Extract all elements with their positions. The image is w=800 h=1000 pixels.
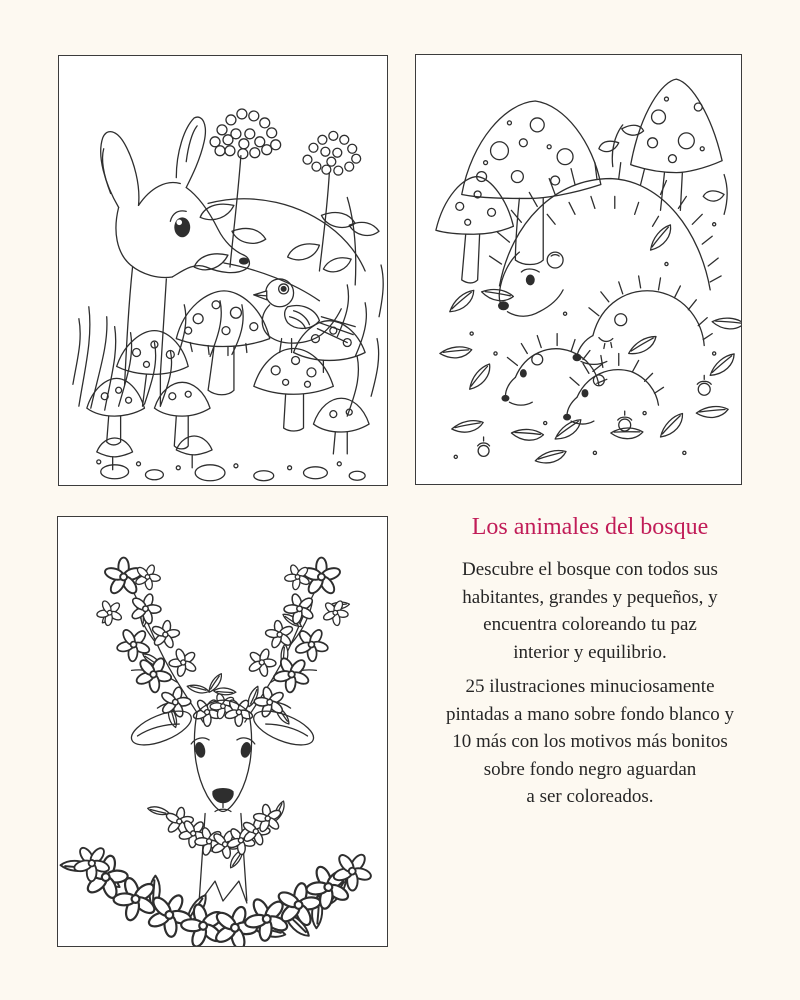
plate-hedgehogs	[415, 54, 742, 485]
mushroom-top-right	[631, 79, 722, 210]
book-title: Los animales del bosque	[471, 514, 709, 540]
text-line: a ser coloreados.	[526, 786, 654, 807]
description-paragraph-2	[398, 673, 782, 811]
text-line: 10 más con los motivos más bonitos	[452, 731, 728, 752]
plate-deer	[57, 516, 388, 947]
antler-flowers	[91, 558, 353, 732]
fawn-bird-mushrooms-illustration	[59, 56, 387, 485]
hedgehog-small-a	[501, 334, 606, 406]
text-line: Descubre el bosque con todos sus	[462, 559, 718, 580]
deer-floral-antlers-illustration	[58, 517, 387, 946]
sprigs	[599, 125, 727, 214]
scattered-leaves	[440, 224, 741, 464]
hedgehog-large	[490, 163, 722, 317]
text-line: sobre fondo negro aguardan	[483, 758, 697, 780]
floral-swag	[60, 838, 379, 946]
text-line: interior y equilibrio.	[513, 641, 667, 663]
description-paragraph-1	[398, 556, 782, 666]
hedgehog-sleeping	[573, 276, 713, 364]
flower-cluster-right	[303, 131, 361, 271]
description-panel	[398, 514, 782, 811]
bird	[254, 279, 355, 353]
plate-fawn	[58, 55, 388, 486]
hedgehog-small-b	[563, 353, 663, 424]
text-line: encuentra coloreando tu paz	[483, 614, 697, 635]
flower-cluster-left	[210, 109, 281, 267]
mushroom-small-left	[436, 177, 514, 283]
text-line: 25 ilustraciones minuciosamente	[465, 676, 715, 697]
text-line: habitantes, grandes y pequeños, y	[462, 586, 718, 608]
fawn	[101, 117, 365, 384]
hedgehog-family-illustration	[416, 55, 741, 484]
pebbles	[97, 460, 365, 481]
text-line: pintadas a mano sobre fondo blanco y	[445, 703, 735, 725]
